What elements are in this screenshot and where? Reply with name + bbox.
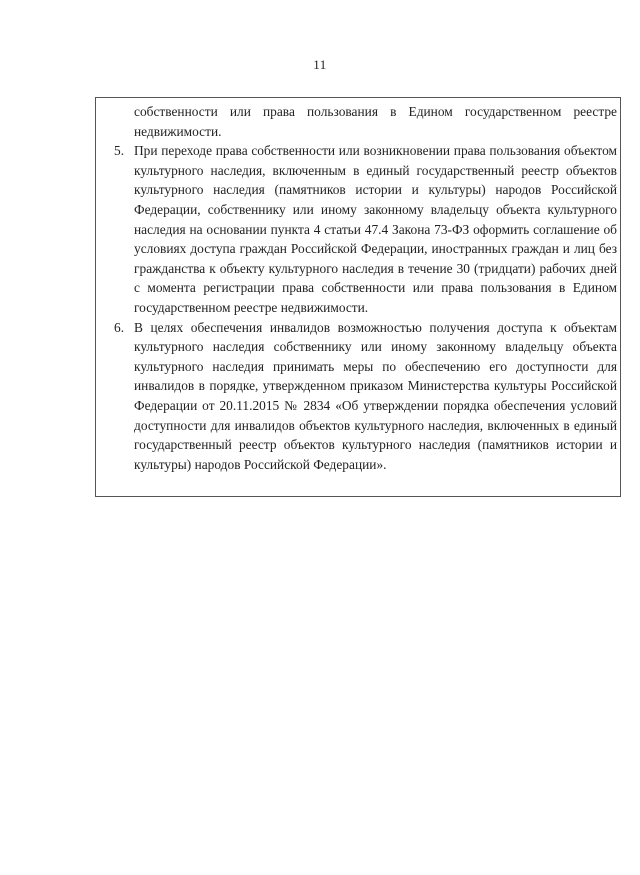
continuation-paragraph: собственности или права пользования в Едином государственном реестре недвижимости. [134, 104, 617, 139]
box-content [114, 102, 617, 474]
list-item-text: В целях обеспечения инвалидов возможностью получения доступа к объектам культурного наследия собственнику или иному законному владельцу объекта культурного наследия принимать меры по обеспечению его доступности для инвалидов в порядке, утвержденном приказом Министерства культуры Российской Федерации от 20.11.2015 № 2834 «Об утверждении порядка обеспечения условий доступности для инвалидов объектов культурного наследия, включенных в единый государственный реестр объектов культурного наследия (памятников истории и культуры) народов Российской Федерации». [134, 319, 617, 472]
list-item-5 [114, 141, 617, 317]
list-item-text: При переходе права собственности или возникновении права пользования объектом культурного наследия, включенным в единый государственный реестр объектов культурного наследия (памятников истории и культуры) народов Российской Федерации, собственнику или иному законному владельцу объекта культурного наследия на основании пункта 4 статьи 47.4 Закона 73-ФЗ оформить соглашение об условиях доступа граждан Российской Федерации, иностранных граждан и лиц без гражданства к объекту культурного наследия в течение 30 (тридцати) рабочих дней с момента регистрации права собственности или права пользования в Едином государственном реестре недвижимости. [134, 143, 617, 315]
bordered-text-box [95, 97, 621, 497]
list-item-6 [114, 318, 617, 475]
list-item-number: 5. [114, 143, 125, 159]
list-item-number: 6. [114, 319, 125, 335]
page-number: 11 [313, 57, 327, 72]
